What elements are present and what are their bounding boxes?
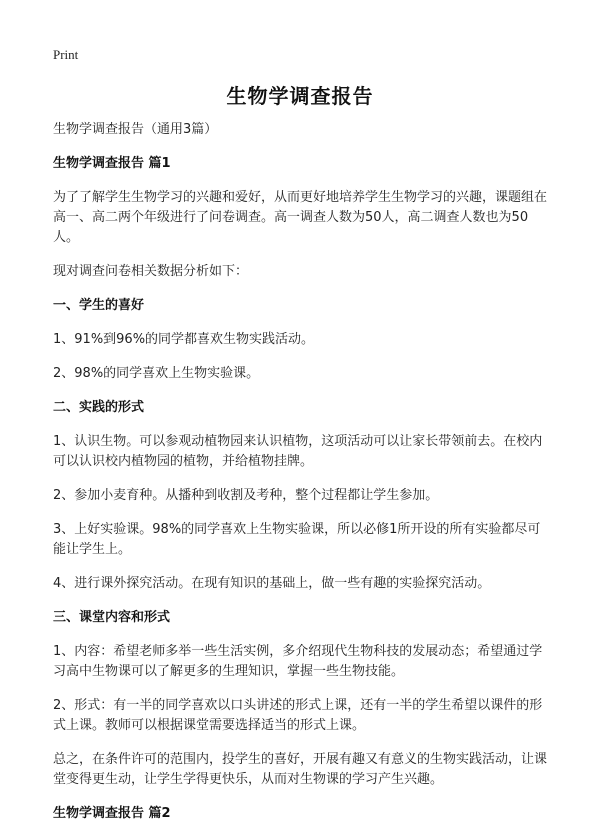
- paragraph-practice-3: 3、上好实验课。98%的同学喜欢上生物实验课，所以必修1所开设的所有实验都尽可能让学生上。: [53, 522, 541, 557]
- print-link[interactable]: Print: [53, 47, 79, 62]
- document-title: 生物学调查报告: [226, 84, 374, 108]
- heading-practice-forms: 二、实践的形式: [53, 400, 145, 415]
- intro-line: 生物学调查报告（通用3篇）: [53, 122, 218, 137]
- paragraph-form: 2、形式：有一半的同学喜欢以口头讲述的形式上课，还有一半的学生希望以课件的形式上课。教师可以根据课堂需要选择适当的形式上课。: [53, 698, 543, 733]
- heading-student-preferences: 一、学生的喜好: [53, 298, 145, 313]
- paragraph-preference-2: 2、98%的同学喜欢上生物实验课。: [53, 366, 260, 381]
- paragraph-practice-1: 1、认识生物。可以参观动植物园来认识植物，这项活动可以让家长带领前去。在校内可以认识校内植物园的植物，并给植物挂牌。: [53, 434, 543, 469]
- paragraph-preference-1: 1、91%到96%的同学都喜欢生物实践活动。: [53, 332, 315, 347]
- paragraph-survey-purpose: 为了了解学生生物学习的兴趣和爱好，从而更好地培养学生生物学习的兴趣，课题组在高一、高二两个年级进行了问卷调查。高一调查人数为50人，高二调查人数也为50人。: [53, 190, 548, 245]
- paragraph-analysis-intro: 现对调查问卷相关数据分析如下：: [53, 264, 249, 279]
- paragraph-content: 1、内容：希望老师多举一些生活实例，多介绍现代生物科技的发展动态；希望通过学习高中生物课可以了解更多的生理知识，掌握一些生物技能。: [53, 644, 543, 679]
- heading-class-content: 三、课堂内容和形式: [53, 610, 171, 625]
- document-body: [53, 120, 553, 838]
- paragraph-practice-2: 2、参加小麦育种。从播种到收割及考种，整个过程都让学生参加。: [53, 488, 439, 503]
- section-heading-part1: 生物学调查报告 篇1: [53, 156, 171, 171]
- section-heading-part2: 生物学调查报告 篇2: [53, 806, 171, 821]
- paragraph-summary: 总之，在条件许可的范围内，投学生的喜好，开展有趣又有意义的生物实践活动，让课堂变得更生动，让学生学得更快乐，从而对生物课的学习产生兴趣。: [53, 752, 548, 787]
- paragraph-practice-4: 4、进行课外探究活动。在现有知识的基础上，做一些有趣的实验探究活动。: [53, 576, 491, 591]
